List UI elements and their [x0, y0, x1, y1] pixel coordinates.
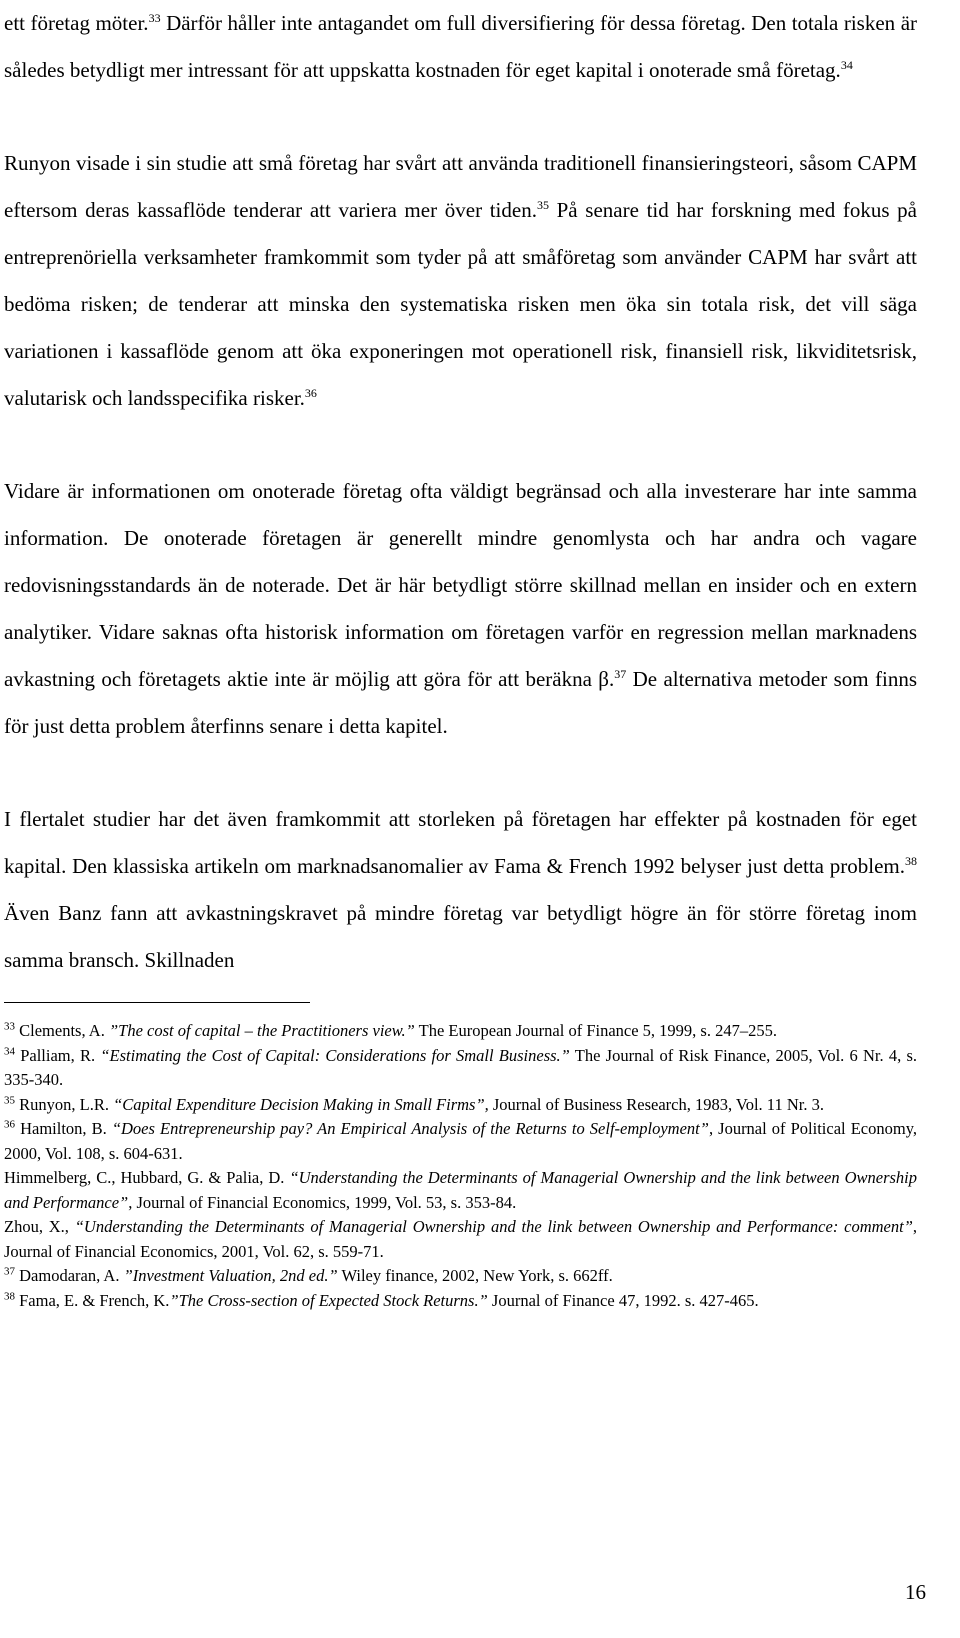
footnote-33	[4, 1019, 917, 1044]
citation-title: ”The Cross-section of Expected Stock Returns.”	[169, 1290, 488, 1310]
footnote-separator	[4, 1002, 310, 1003]
text-run: Clements, A.	[15, 1021, 109, 1040]
text-run: , Journal of Financial Economics, 2001, Vol. 62, s. 559-71.	[4, 1217, 918, 1261]
footnote-ref: 38	[4, 1290, 15, 1302]
text-run: Zhou, X.,	[4, 1217, 75, 1236]
footnote-37	[4, 1264, 917, 1289]
text-run: Journal of Business Research, 1983, Vol. 11 Nr. 3.	[488, 1094, 824, 1114]
footnote-ref: 33	[148, 11, 161, 25]
footnote-ref: 36	[4, 1118, 15, 1131]
paragraph-gap	[4, 422, 917, 468]
footnote-ref: 33	[4, 1020, 15, 1033]
footnote-36	[4, 1117, 917, 1166]
footnote-ref: 37	[614, 667, 627, 681]
footnote-zhou	[4, 1215, 917, 1264]
text-run: Runyon, L.R.	[15, 1094, 114, 1114]
footnote-35	[4, 1093, 917, 1118]
citation-title: ”Investment Valuation, 2nd ed.”	[123, 1266, 338, 1285]
paragraph-gap	[4, 750, 917, 796]
text-run: Damodaran, A.	[15, 1266, 124, 1285]
text-run: Fama, E. & French, K.	[15, 1290, 170, 1310]
citation-title: ”The cost of capital – the Practitioners view.”	[108, 1021, 415, 1040]
text-run: Även Banz fann att avkastningskravet på mindre företag var betydligt högre än för större företag inom samma bransch. Skillnaden	[4, 901, 917, 972]
footnote-34	[4, 1044, 917, 1093]
text-run: De alternativa metoder som finns för just detta problem återfinns senare i detta kapitel.	[4, 667, 918, 738]
text-run: , Journal of Political Economy, 2000, Vol. 108, s. 604-631.	[4, 1119, 917, 1163]
text-run: The European Journal of Finance 5, 1999, s. 247–255.	[414, 1021, 777, 1040]
paragraph-size-effect	[4, 796, 917, 984]
paragraph-runyon	[4, 140, 917, 422]
footnote-ref: 34	[840, 58, 853, 72]
text-run: ett företag möter.	[4, 11, 149, 35]
footnotes	[4, 1019, 917, 1313]
text-run: Vidare är informationen om onoterade företag ofta väldigt begränsad och alla investerare har inte samma information. De onoterade företagen är generellt mindre genomlysta och har andra och vagare redovisningsstandards än de noterade. Det är här betydligt större skillnad mellan en insider och en extern analytiker. Vidare saknas ofta historisk information om företagen varför en regression mellan marknadens avkastning och företagets aktie inte är möjlig att göra för att beräkna β.	[4, 479, 917, 691]
document-page	[4, 0, 917, 1313]
footnote-ref: 36	[304, 386, 317, 400]
text-run: Journal of Finance 47, 1992. s. 427-465.	[487, 1290, 759, 1310]
text-run: På senare tid har forskning med fokus på entreprenöriella verksamheter framkommit som tyder på att småföretag som använder CAPM har svårt att bedöma risken; de tenderar att minska den systematiska risken men öka sin totala risk, det vill säga variationen i kassaflöde genom att öka exponeringen mot operationell risk, finansiell risk, likviditetsrisk, valutarisk och landsspecifika risker.	[4, 198, 918, 410]
footnote-ref: 35	[4, 1094, 15, 1106]
text-run: , Journal of Financial Economics, 1999, Vol. 53, s. 353-84.	[128, 1192, 517, 1212]
text-run: Palliam, R.	[15, 1045, 101, 1065]
footnote-ref: 37	[4, 1265, 15, 1278]
footnote-himmelberg	[4, 1166, 917, 1215]
text-run: Hamilton, B.	[15, 1119, 112, 1138]
text-run: The Journal of Risk Finance, 2005, Vol. 6 Nr. 4, s. 335-340.	[4, 1045, 917, 1089]
footnote-38	[4, 1289, 917, 1314]
footnote-ref: 34	[4, 1045, 15, 1057]
citation-title: “Understanding the Determinants of Managerial Ownership and the link between Ownership and Performance: comment”	[74, 1217, 913, 1236]
text-run: I flertalet studier har det även framkommit att storleken på företagen har effekter på kostnaden för eget kapital. Den klassiska artikeln om marknadsanomalier av Fama & French 1992 belyser just detta problem.	[4, 807, 917, 878]
paragraph-gap	[4, 94, 917, 140]
text-run: Därför håller inte antagandet om full diversifiering för dessa företag. Den totala risken är således betydligt mer intressant för att uppskatta kostnaden för eget kapital i onoterade små företag.	[4, 11, 918, 82]
text-run: Wiley finance, 2002, New York, s. 662ff.	[337, 1266, 613, 1285]
text-run: Himmelberg, C., Hubbard, G. & Palia, D.	[4, 1168, 290, 1187]
citation-title: “Does Entrepreneurship pay? An Empirical Analysis of the Returns to Self-employment”	[111, 1119, 709, 1138]
text-run: Runyon visade i sin studie att små företag har svårt att använda traditionell finansieringsteori, såsom CAPM eftersom deras kassaflöde tenderar att variera mer över tiden.	[4, 151, 917, 222]
paragraph-diversification	[4, 0, 917, 94]
citation-title: “Understanding the Determinants of Managerial Ownership and the link between Ownership and Performance”	[4, 1168, 918, 1212]
page-number: 16	[905, 1580, 926, 1604]
citation-title: “Estimating the Cost of Capital: Considerations for Small Business.”	[100, 1045, 570, 1065]
footnote-ref: 38	[905, 854, 917, 868]
paragraph-information	[4, 468, 917, 750]
footnote-ref: 35	[536, 198, 549, 212]
citation-title: “Capital Expenditure Decision Making in Small Firms”,	[113, 1094, 489, 1114]
